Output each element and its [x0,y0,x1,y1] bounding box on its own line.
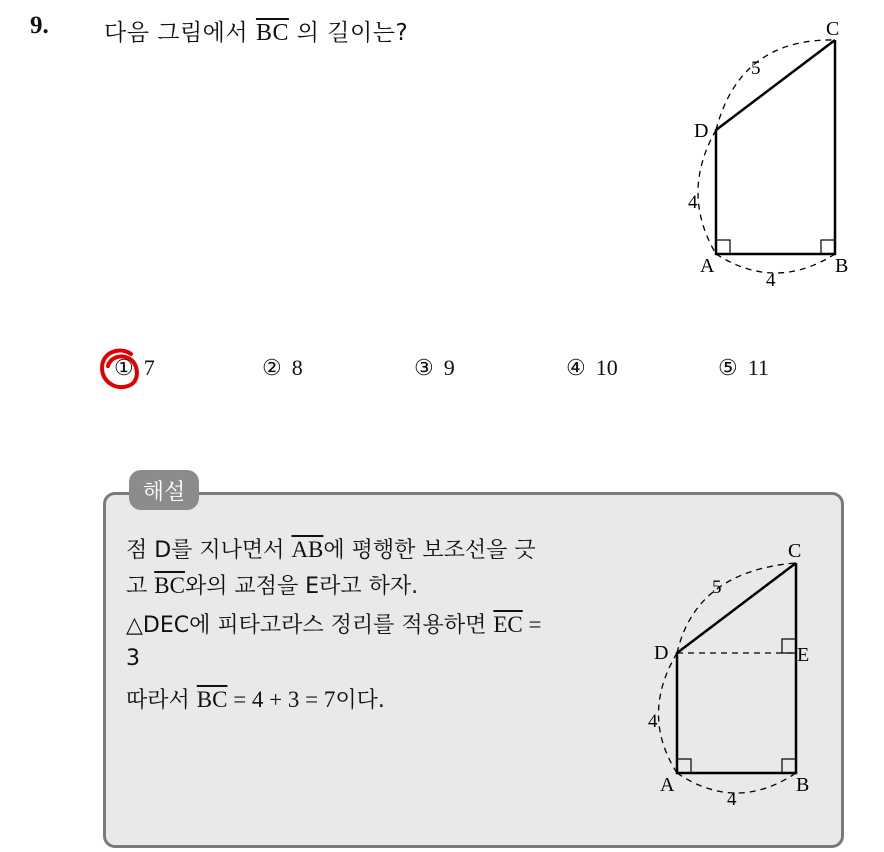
solution-line-2a: 고 [126,574,155,599]
label-d: D [694,120,709,142]
sol-label-e: E [797,644,810,666]
solution-line-3b: = [522,612,542,637]
length-ad: 4 [688,192,698,213]
solution-tab: 해설 [129,470,199,510]
solution-line-5 [126,683,385,714]
solution-line-2b: 와의 교점을 E라고 하자. [184,574,419,599]
choice-4[interactable] [566,355,618,381]
solution-segment-ec: $\overline{EC}$ [493,612,523,637]
sol-right-angle-a [677,759,691,773]
sol-length-ab: 4 [727,789,737,805]
solution-segment-bc: $\overline{BC}$ [154,573,185,598]
trapezoid [716,40,835,254]
length-ab: 4 [766,270,776,290]
choice-2-symbol: ② [262,355,282,380]
label-b: B [835,255,849,277]
choice-2[interactable] [262,355,303,381]
sol-length-dc: 5 [712,577,722,598]
question-text-before: 다음 그림에서 [104,20,256,46]
choice-5-symbol: ⑤ [718,355,738,380]
label-c: C [826,18,840,40]
choice-5[interactable] [718,355,769,381]
sol-label-c: C [788,540,802,562]
answer-mark-icon [98,346,144,394]
sol-length-ad: 4 [648,711,658,732]
solution-segment-bc-2: $\overline{BC}$ [196,687,228,712]
solution-line-5a: 따라서 [126,688,197,713]
arc-ab [716,254,835,273]
solution-line-1 [126,533,536,564]
choice-3-value: 9 [443,355,455,380]
right-angle-a [716,240,730,254]
sol-right-angle-e [782,639,796,653]
right-angle-b [821,240,835,254]
solution-line-2 [126,569,418,600]
choice-1-value: 7 [143,355,155,380]
sol-label-b: B [796,774,810,796]
question-segment: $\overline{BC}$ [255,20,289,46]
sol-right-angle-b [782,759,796,773]
choice-3[interactable] [414,355,455,381]
question-text-after: 의 길이는? [288,20,409,46]
solution-line-1a: 점 D를 지나면서 [126,538,292,563]
solution-line-3 [126,608,542,639]
label-a: A [700,255,715,277]
solution-segment-ab: $\overline{AB}$ [291,537,324,562]
sol-label-d: D [654,642,669,664]
solution-line-4: 3 [126,646,140,671]
question-figure [680,18,870,290]
solution-figure [640,535,830,805]
solution-line-1b: 에 평행한 보조선을 긋 [323,538,536,563]
choice-1-symbol: ① [114,355,134,380]
sol-arc-ab [677,773,796,793]
choice-4-symbol: ④ [566,355,586,380]
choice-3-symbol: ③ [414,355,434,380]
question-text [104,14,408,47]
solution-equation: = 4 + 3 = 7 [227,687,336,712]
question-number: 9. [30,12,49,39]
sol-arc-ad [659,653,678,773]
solution-line-3a: △DEC에 피타고라스 정리를 적용하면 [126,613,494,638]
choice-5-value: 11 [747,355,769,380]
arc-ad [698,130,716,254]
length-dc: 5 [751,58,761,79]
solution-line-5c: 이다. [335,688,385,713]
answer-choices [108,355,828,391]
choice-2-value: 8 [291,355,303,380]
sol-trapezoid [677,563,796,773]
sol-label-a: A [660,774,675,796]
choice-4-value: 10 [595,355,618,380]
